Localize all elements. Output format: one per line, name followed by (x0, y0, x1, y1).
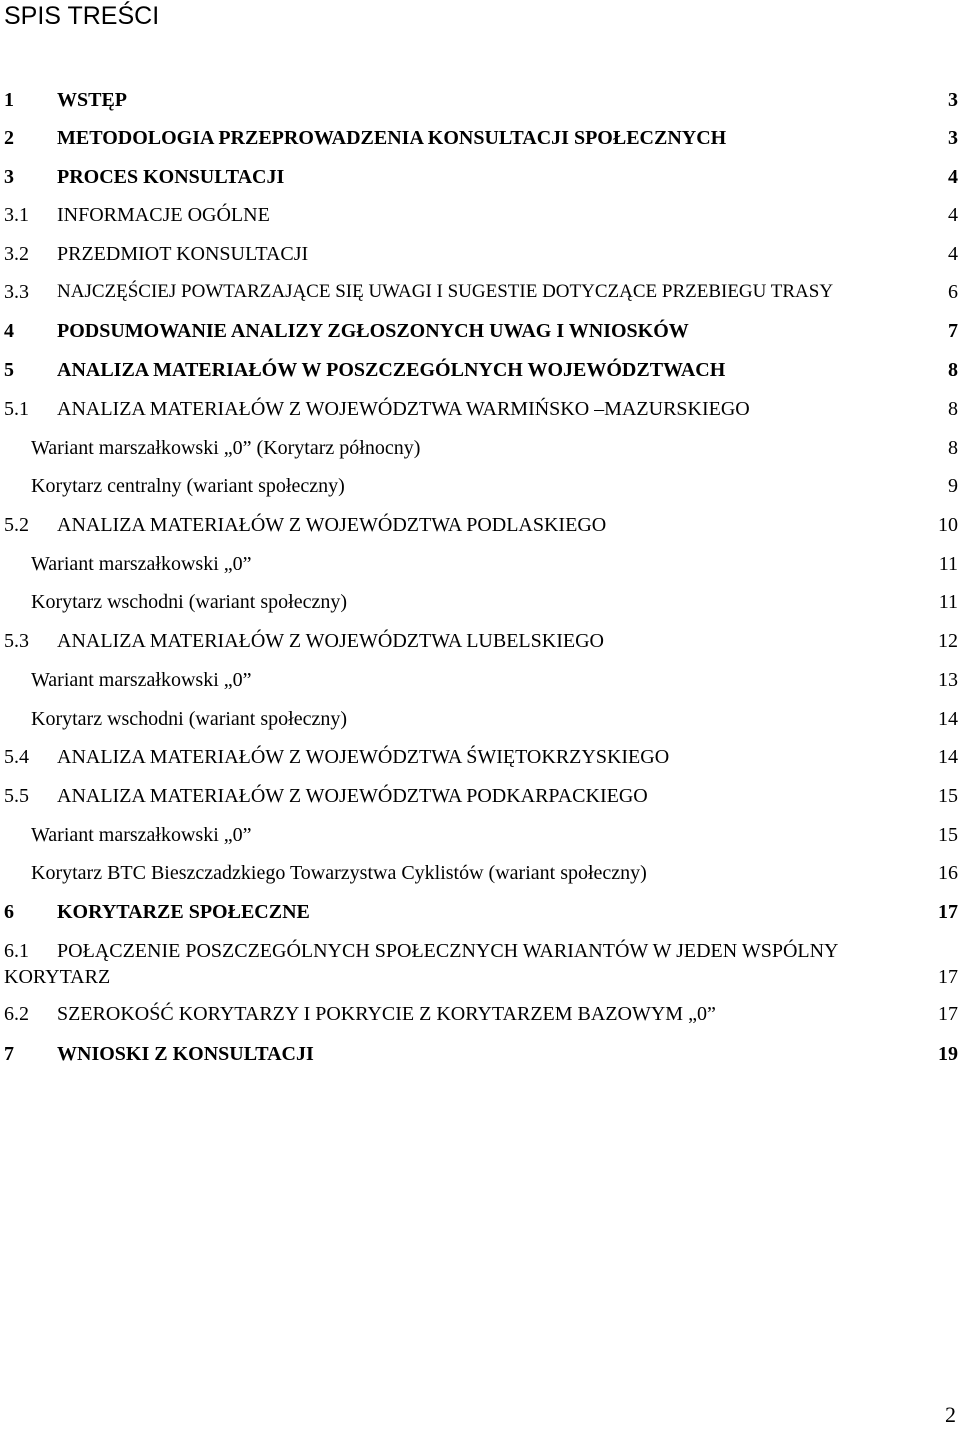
toc-entry-5-2[interactable] (4, 510, 958, 540)
toc-entry-label: PODSUMOWANIE ANALIZY ZGŁOSZONYCH UWAG I WNIOSKÓW (57, 320, 689, 342)
toc-entry-page: 13 (938, 669, 958, 691)
toc-entry-page: 3 (948, 127, 958, 149)
toc-entry-label: NAJCZĘŚCIEJ POWTARZAJĄCE SIĘ UWAGI I SUGESTIE DOTYCZĄCE PRZEBIEGU TRASY (57, 281, 834, 302)
toc-entry-5-5-b[interactable] (4, 858, 958, 888)
toc-entry-page: 11 (938, 553, 958, 575)
toc-entry-label: Korytarz centralny (wariant społeczny) (31, 475, 345, 497)
page-number: 2 (945, 1402, 956, 1427)
toc-entry-page: 7 (948, 320, 958, 342)
toc-entry-page: 4 (948, 166, 958, 188)
toc-entry-5-2-a[interactable] (4, 549, 958, 579)
toc-entry-5-1[interactable] (4, 394, 958, 424)
toc-entry-number: 2 (4, 127, 14, 149)
toc-entry-number: 4 (4, 320, 14, 342)
toc-entry-5-3[interactable] (4, 626, 958, 656)
toc-entry-5-4[interactable] (4, 742, 958, 772)
toc-entry-6[interactable] (4, 897, 958, 927)
toc-entry-number: 5.5 (4, 785, 29, 807)
toc-entry-5-3-a[interactable] (4, 665, 958, 695)
toc-entry-page: 10 (938, 514, 958, 536)
toc-entry-label: ANALIZA MATERIAŁÓW Z WOJEWÓDZTWA LUBELSKIEGO (57, 630, 604, 652)
toc-entry-label: POŁĄCZENIE POSZCZEGÓLNYCH SPOŁECZNYCH WARIANTÓW W JEDEN WSPÓLNY KORYTARZ (4, 940, 838, 988)
toc-entry-6-2[interactable] (4, 999, 958, 1029)
toc-entry-page: 4 (948, 204, 958, 226)
toc-entry-number: 6.1 (4, 940, 29, 962)
toc-entry-label: ANALIZA MATERIAŁÓW W POSZCZEGÓLNYCH WOJEWÓDZTWACH (57, 359, 726, 381)
toc-entry-label: Wariant marszałkowski „0” (31, 824, 252, 846)
toc-entry-number: 5.4 (4, 746, 29, 768)
toc-entry-page: 8 (948, 398, 958, 420)
toc-entry-label: Korytarz wschodni (wariant społeczny) (31, 708, 347, 730)
toc-entry-number: 5.2 (4, 514, 29, 536)
toc-entry-1[interactable] (4, 85, 958, 115)
toc-entry-page: 8 (948, 437, 958, 459)
toc-entry-page: 6 (948, 281, 958, 303)
toc-entry-5-1-b[interactable] (4, 471, 958, 501)
toc-entry-page: 17 (938, 901, 958, 923)
toc-entry-2[interactable] (4, 123, 958, 153)
toc-entry-3-2[interactable] (4, 239, 958, 269)
toc-entry-3-1[interactable] (4, 200, 958, 230)
toc-entry-label: ANALIZA MATERIAŁÓW Z WOJEWÓDZTWA PODKARPACKIEGO (57, 785, 648, 807)
toc-entry-label: ANALIZA MATERIAŁÓW Z WOJEWÓDZTWA ŚWIĘTOKRZYSKIEGO (57, 746, 670, 768)
toc-entry-page: 15 (938, 824, 958, 846)
toc-entry-label: ANALIZA MATERIAŁÓW Z WOJEWÓDZTWA PODLASKIEGO (57, 514, 607, 536)
toc-entry-label: Korytarz wschodni (wariant społeczny) (31, 591, 347, 613)
toc-entry-label: Wariant marszałkowski „0” (31, 669, 252, 691)
toc-entry-6-1[interactable] (4, 936, 958, 990)
toc-entry-number: 7 (4, 1043, 14, 1065)
toc-entry-5-3-b[interactable] (4, 704, 958, 734)
toc-entry-number: 6 (4, 901, 14, 923)
toc-entry-label: Korytarz BTC Bieszczadzkiego Towarzystwa Cyklistów (wariant społeczny) (31, 862, 647, 884)
toc-entry-number: 3.3 (4, 281, 29, 303)
toc-entry-number: 5.1 (4, 398, 29, 420)
toc-entry-label: WSTĘP (57, 89, 128, 111)
toc-entry-page: 3 (948, 89, 958, 111)
toc-entry-page: 17 (938, 1003, 958, 1025)
toc-entry-label: PROCES KONSULTACJI (57, 166, 285, 188)
toc-entry-page: 8 (948, 359, 958, 381)
toc-entry-page: 9 (948, 475, 958, 497)
toc-entry-page: 19 (938, 1043, 958, 1065)
toc-entry-page: 14 (938, 746, 958, 768)
toc-entry-number: 6.2 (4, 1003, 29, 1025)
toc-entry-page: 12 (938, 630, 958, 652)
toc-entry-label: KORYTARZE SPOŁECZNE (57, 901, 310, 923)
toc-heading: SPIS TREŚCI (4, 2, 160, 30)
toc-entry-5[interactable] (4, 355, 958, 385)
toc-entry-number: 5.3 (4, 630, 29, 652)
toc-entry-label: INFORMACJE OGÓLNE (57, 204, 270, 226)
toc-entry-label: SZEROKOŚĆ KORYTARZY I POKRYCIE Z KORYTARZEM BAZOWYM „0” (57, 1003, 716, 1025)
toc-entry-page: 14 (938, 708, 958, 730)
toc-entry-7[interactable] (4, 1039, 958, 1069)
toc-entry-label: Wariant marszałkowski „0” (31, 553, 252, 575)
toc-entry-page: 4 (948, 243, 958, 265)
toc-entry-4[interactable] (4, 316, 958, 346)
toc-entry-number: 3 (4, 166, 14, 188)
toc-entry-label: ANALIZA MATERIAŁÓW Z WOJEWÓDZTWA WARMIŃSKO –MAZURSKIEGO (57, 398, 750, 420)
toc-entry-number: 1 (4, 89, 14, 111)
toc-entry-label: PRZEDMIOT KONSULTACJI (57, 243, 309, 265)
toc-entry-5-5-a[interactable] (4, 820, 958, 850)
toc-entry-5-5[interactable] (4, 781, 958, 811)
toc-entry-5-1-a[interactable] (4, 433, 958, 463)
toc-entry-number: 3.1 (4, 204, 29, 226)
toc-entry-page: 15 (938, 785, 958, 807)
toc-entry-page: 16 (938, 862, 958, 884)
toc-entry-5-2-b[interactable] (4, 587, 958, 617)
toc-entry-page: 11 (938, 591, 958, 613)
toc-entry-number: 3.2 (4, 243, 29, 265)
toc-entry-label: Wariant marszałkowski „0” (Korytarz północny) (31, 437, 421, 459)
toc-entry-page: 17 (938, 966, 958, 988)
toc-entry-label: WNIOSKI Z KONSULTACJI (57, 1043, 314, 1065)
toc-entry-number: 5 (4, 359, 14, 381)
toc-entry-3-3[interactable] (4, 277, 958, 307)
toc-entry-label: METODOLOGIA PRZEPROWADZENIA KONSULTACJI SPOŁECZNYCH (57, 127, 727, 149)
toc-entry-3[interactable] (4, 162, 958, 192)
